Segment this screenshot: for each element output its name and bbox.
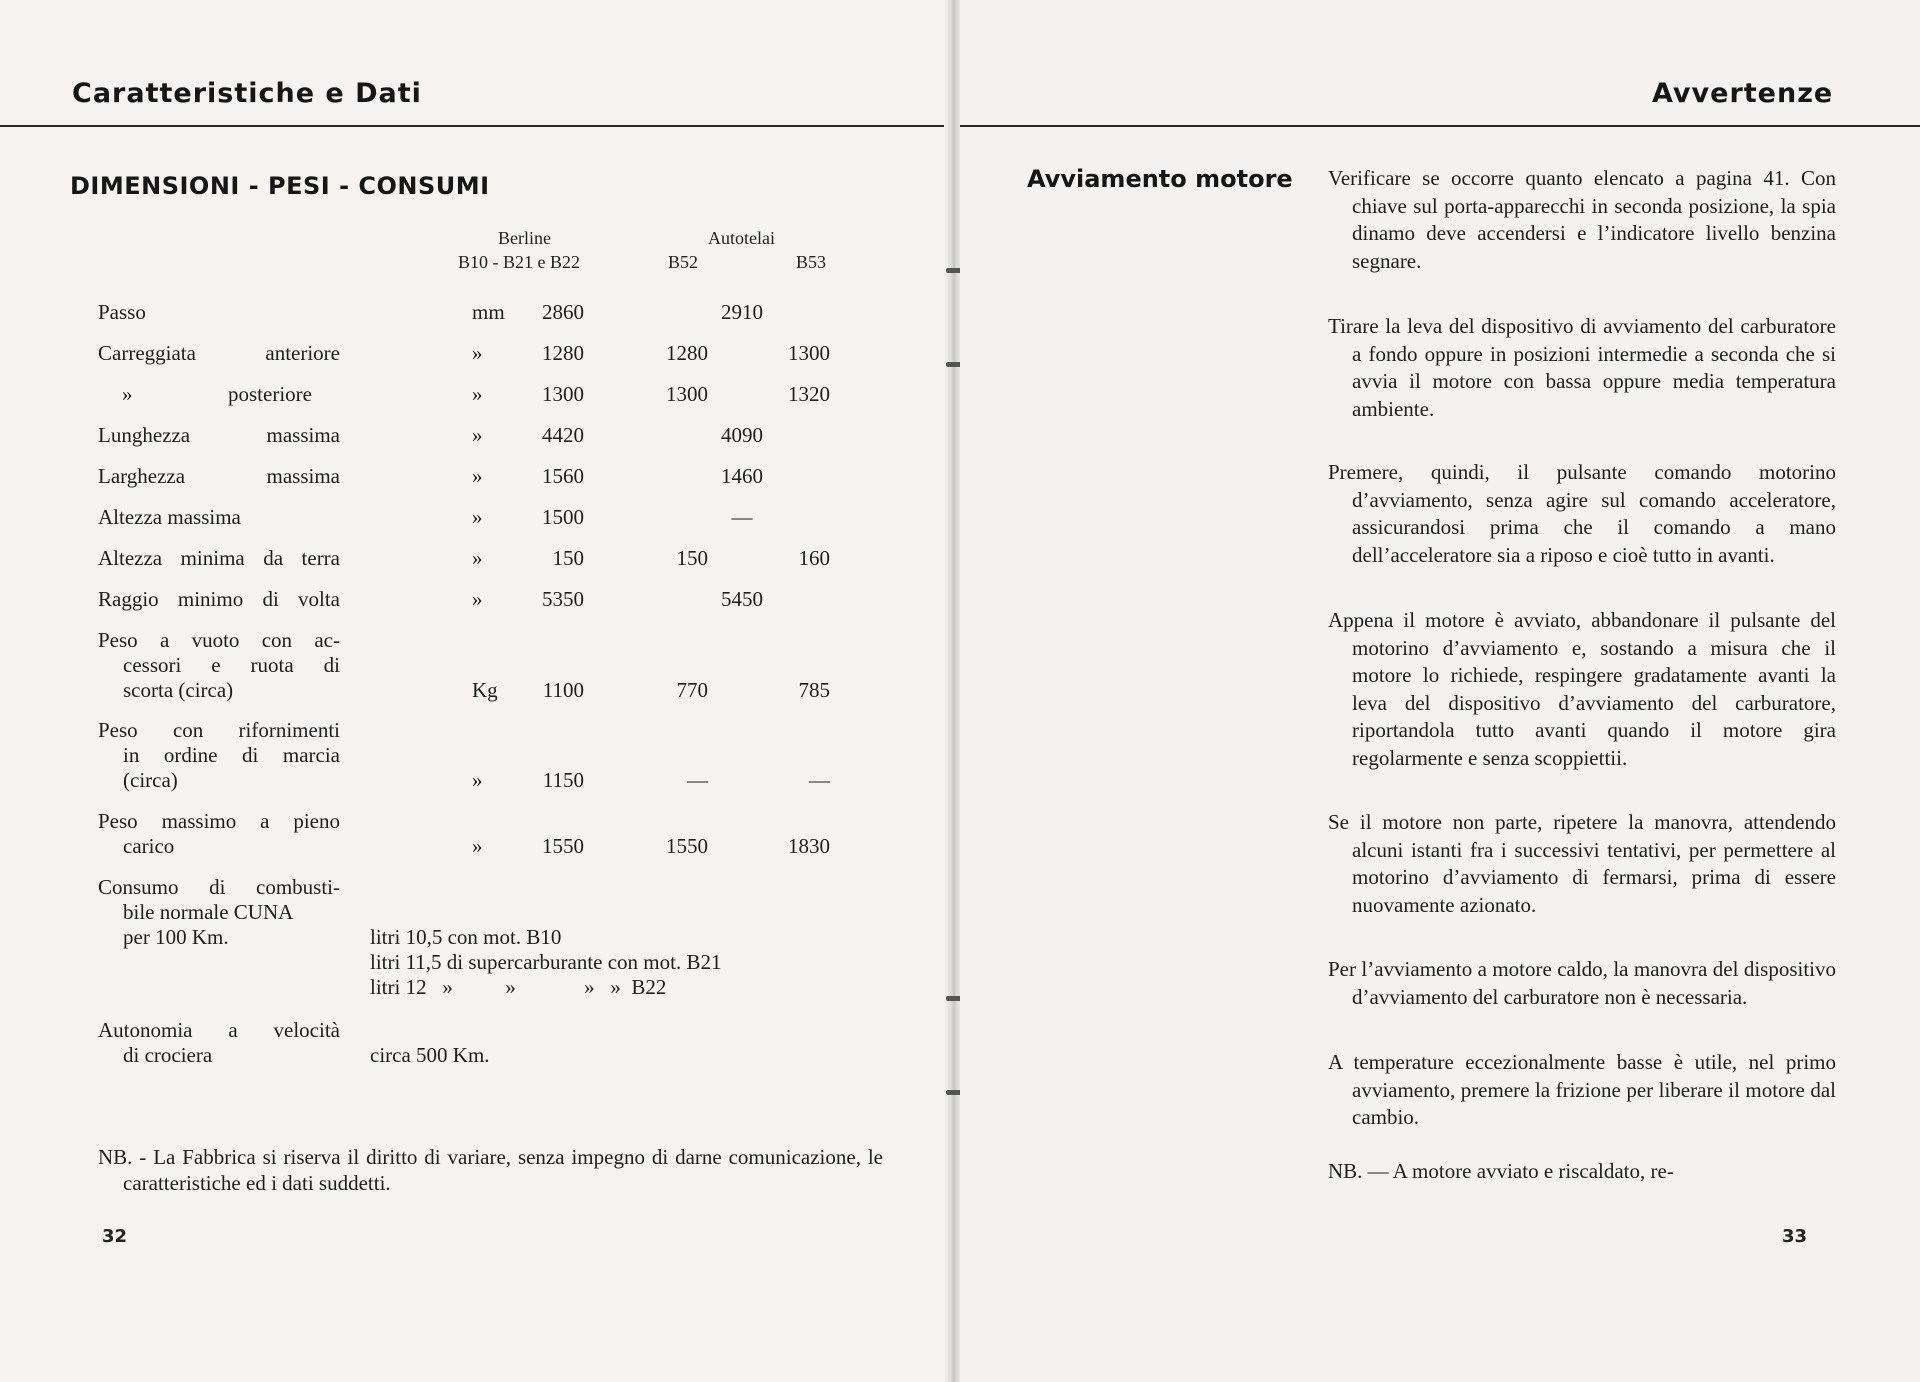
row-value-b53-peso-massimo: 1830 — [788, 834, 830, 858]
row-label-peso-rifornimenti-line1: Peso con rifornimenti — [98, 718, 340, 742]
row-label-consumo-line1: Consumo di combusti- — [98, 875, 340, 899]
row-value-b52-posteriore: 1300 — [666, 382, 708, 406]
row-value-b53-posteriore: 1320 — [788, 382, 830, 406]
side-title-avviamento: Avviamento motore — [1027, 165, 1293, 193]
consumo-value-b22: litri 12 » » » » B22 — [370, 975, 667, 999]
row-label-altezza: Altezza massima — [98, 505, 241, 529]
row-label-peso-vuoto-line1: Peso a vuoto con ac- — [98, 628, 340, 652]
paragraph-1: Verificare se occorre quanto elencato a pagina 41. Con chiave sul porta-apparecchi in seconda posizione, la spia dinamo deve accendersi e l’indicatore livello benzina segnare. — [1328, 166, 1836, 273]
row-value-b53-carreggiata-anteriore: 1300 — [788, 341, 830, 365]
row-value-b52-altezza-terra: 150 — [676, 546, 708, 570]
row-label-peso-vuoto-line3: scorta (circa) — [123, 678, 234, 702]
row-value-autotelai-altezza: — — [731, 505, 753, 529]
row-label-carreggiata-anteriore: Carreggiata anteriore — [98, 341, 340, 365]
row-unit-altezza-terra: » — [472, 546, 483, 570]
left-page — [0, 0, 952, 1382]
section-title: DIMENSIONI - PESI - CONSUMI — [70, 172, 490, 200]
row-unit-posteriore: » — [472, 382, 483, 406]
row-label-consumo-line3: per 100 Km. — [123, 925, 229, 949]
column-group-autotelai: Autotelai — [708, 228, 775, 248]
paragraph-5: Se il motore non parte, ripetere la manovra, attendendo alcuni istanti fra i successivi tentativi, per permettere al motorino d’avviamento di fermarsi, prima di essere nuovamente azionato. — [1328, 810, 1836, 917]
page-number-right: 33 — [1782, 1226, 1808, 1247]
row-unit-peso-vuoto: Kg — [472, 678, 498, 702]
row-label-peso-massimo-line2: carico — [123, 834, 175, 858]
row-label-ditto-posteriore: » — [122, 382, 133, 406]
right-header-title: Avvertenze — [1652, 78, 1834, 109]
paragraph-4: Appena il motore è avviato, abbandonare il pulsante del motorino d’avviamento e, sostando a misura che il motore lo richiede, respingere gradatamente avanti la leva del dispositivo d’avviamento del carburatore, riportandola tutto avanti quando il motore gira regolarmente e senza scoppiettii. — [1328, 608, 1836, 770]
right-header-rule — [960, 125, 1920, 127]
row-unit-larghezza: » — [472, 464, 483, 488]
consumo-value-b10: litri 10,5 con mot. B10 — [370, 925, 562, 949]
row-value-berline-passo: 2860 — [542, 300, 584, 324]
row-value-b52-carreggiata-anteriore: 1280 — [666, 341, 708, 365]
row-value-b52-peso-vuoto: 770 — [676, 678, 708, 702]
row-value-b53-peso-rifornimenti: — — [809, 768, 830, 792]
consumo-value-b21: litri 11,5 di supercarburante con mot. B21 — [370, 950, 722, 974]
row-value-berline-carreggiata-anteriore: 1280 — [542, 341, 584, 365]
row-value-b53-altezza-terra: 160 — [798, 546, 830, 570]
row-unit-altezza: » — [472, 505, 483, 529]
row-value-berline-larghezza: 1560 — [542, 464, 584, 488]
row-value-b52-peso-rifornimenti: — — [687, 768, 708, 792]
row-value-berline-peso-rifornimenti: 1150 — [542, 768, 584, 792]
row-value-berline-peso-massimo: 1550 — [542, 834, 584, 858]
row-value-autotelai-passo: 2910 — [721, 300, 763, 324]
row-unit-peso-rifornimenti: » — [472, 768, 483, 792]
row-label-autonomia-line1: Autonomia a velocità — [98, 1018, 340, 1042]
row-value-berline-raggio: 5350 — [542, 587, 584, 611]
row-label-altezza-terra: Altezza minima da terra — [98, 546, 340, 570]
row-value-autotelai-larghezza: 1460 — [721, 464, 763, 488]
paragraph-3: Premere, quindi, il pulsante comando motorino d’avviamento, senza agire sul comando acceleratore, assicurandosi prima che il comando a mano dell’acceleratore sia a riposo e cioè tutto in avanti. — [1328, 460, 1836, 567]
row-label-peso-rifornimenti-line3: (circa) — [123, 768, 178, 792]
row-unit-raggio: » — [472, 587, 483, 611]
row-value-berline-lunghezza: 4420 — [542, 423, 584, 447]
left-nb-note: NB. - La Fabbrica si riserva il diritto di variare, senza impegno di darne comunicazione, le caratteristiche ed i dati suddetti. — [98, 1145, 883, 1195]
row-label-peso-rifornimenti-line2: in ordine di marcia — [123, 743, 340, 767]
row-value-b52-peso-massimo: 1550 — [666, 834, 708, 858]
paragraph-6: Per l’avviamento a motore caldo, la manovra del dispositivo d’avviamento del carburatore non è necessaria. — [1328, 957, 1836, 1009]
left-header-rule — [0, 125, 952, 127]
column-group-berline: Berline — [498, 228, 551, 248]
left-header-title: Caratteristiche e Dati — [72, 78, 422, 109]
row-value-berline-posteriore: 1300 — [542, 382, 584, 406]
paragraph-nb: NB. — A motore avviato e riscaldato, re- — [1328, 1159, 1674, 1183]
column-b52: B52 — [668, 252, 699, 272]
row-value-autotelai-raggio: 5450 — [721, 587, 763, 611]
row-unit-passo: mm — [472, 300, 505, 324]
paragraph-7: A temperature eccezionalmente basse è utile, nel primo avviamento, premere la frizione per liberare il motore dal cambio. — [1328, 1050, 1836, 1130]
row-label-larghezza: Larghezza massima — [98, 464, 340, 488]
row-value-berline-altezza-terra: 150 — [552, 546, 584, 570]
row-value-berline-altezza: 1500 — [542, 505, 584, 529]
row-unit-carreggiata-anteriore: » — [472, 341, 483, 365]
row-label-consumo-line2: bile normale CUNA — [123, 900, 294, 924]
row-value-autotelai-lunghezza: 4090 — [721, 423, 763, 447]
page-number-left: 32 — [102, 1226, 128, 1247]
row-label-raggio: Raggio minimo di volta — [98, 587, 340, 611]
column-b53: B53 — [796, 252, 827, 272]
row-value-b53-peso-vuoto: 785 — [798, 678, 830, 702]
row-unit-peso-massimo: » — [472, 834, 483, 858]
row-label-passo: Passo — [98, 300, 146, 324]
row-label-autonomia-line2: di crociera — [123, 1043, 213, 1067]
row-label-peso-massimo-line1: Peso massimo a pieno — [98, 809, 340, 833]
row-value-berline-peso-vuoto: 1100 — [542, 678, 584, 702]
column-berline-models: B10 - B21 e B22 — [458, 252, 581, 272]
autonomia-value: circa 500 Km. — [370, 1043, 490, 1067]
paragraph-2: Tirare la leva del dispositivo di avviamento del carburatore a fondo oppure in posizioni intermedie a seconda che si avvia il motore con bassa oppure media temperatura ambiente. — [1328, 314, 1836, 421]
row-label-posteriore: posteriore — [228, 382, 312, 406]
row-label-lunghezza: Lunghezza massima — [98, 423, 340, 447]
row-label-peso-vuoto-line2: cessori e ruota di — [123, 653, 340, 677]
row-unit-lunghezza: » — [472, 423, 483, 447]
